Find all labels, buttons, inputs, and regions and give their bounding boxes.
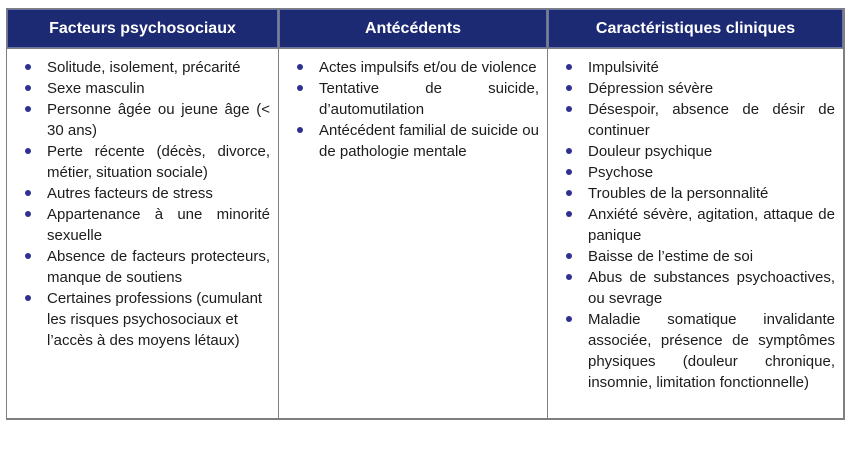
bullet-icon <box>25 211 31 217</box>
list-item-text: Appartenance à une minorité sexuelle <box>47 206 270 244</box>
list-item-text: Dépression sévère <box>588 80 714 97</box>
risk-factors-table <box>6 8 845 420</box>
bullet-list-antecedents <box>279 49 547 418</box>
list-item <box>279 120 539 162</box>
list-item-text: Baisse de l’estime de soi <box>588 248 754 265</box>
list-item-text: Absence de facteurs protecteurs, manque de soutiens <box>47 248 270 286</box>
bullet-icon <box>25 190 31 196</box>
bullet-icon <box>566 106 572 112</box>
list-item <box>7 78 270 99</box>
column-header-facteurs-psychosociaux: Facteurs psychosociaux <box>7 9 278 49</box>
list-item <box>548 78 835 99</box>
bullet-icon <box>566 253 572 259</box>
list-item <box>548 183 835 204</box>
column-antecedents <box>278 9 547 418</box>
list-item <box>548 162 835 183</box>
list-item-text: Personne âgée ou jeune âge (< 30 ans) <box>47 101 270 139</box>
list-item-text: Maladie somatique invalidante associée, présence de symptômes physiques (douleur chronique, insomnie, limitation fonctionnelle) <box>588 311 835 391</box>
list-item-text: Antécédent familial de suicide ou de pathologie mentale <box>319 122 539 160</box>
list-item-text: Actes impulsifs et/ou de violence <box>319 59 537 76</box>
bullet-icon <box>25 148 31 154</box>
list-item-text: Sexe masculin <box>47 80 145 97</box>
column-header-caracteristiques-cliniques: Caractéristiques cliniques <box>548 9 843 49</box>
column-header-antecedents: Antécédents <box>279 9 547 49</box>
list-item-text: Désespoir, absence de désir de continuer <box>588 101 835 139</box>
bullet-icon <box>566 169 572 175</box>
bullet-icon <box>25 295 31 301</box>
bullet-icon <box>566 64 572 70</box>
list-item-text: Solitude, isolement, précarité <box>47 59 241 76</box>
list-item <box>279 78 539 120</box>
list-item <box>7 246 270 288</box>
list-item-text: Psychose <box>588 164 654 181</box>
list-item <box>548 309 835 393</box>
bullet-icon <box>25 64 31 70</box>
bullet-list-facteurs-psychosociaux <box>7 49 278 418</box>
list-item <box>548 57 835 78</box>
bullet-icon <box>297 64 303 70</box>
list-item-text: Abus de substances psychoactives, ou sevrage <box>588 269 835 307</box>
bullet-icon <box>297 127 303 133</box>
list-item-text: Autres facteurs de stress <box>47 185 213 202</box>
list-item <box>548 204 835 246</box>
list-item <box>7 57 270 78</box>
list-item <box>7 141 270 183</box>
list-item-text: Tentative de suicide, d’automutilation <box>319 80 539 118</box>
bullet-icon <box>297 85 303 91</box>
list-item <box>279 57 539 78</box>
list-item-text: Perte récente (décès, divorce, métier, situation sociale) <box>47 143 270 181</box>
list-item-text: Troubles de la personnalité <box>588 185 769 202</box>
bullet-icon <box>566 211 572 217</box>
list-item <box>548 141 835 162</box>
bullet-icon <box>566 274 572 280</box>
list-item <box>7 99 270 141</box>
bullet-icon <box>566 85 572 91</box>
list-item <box>7 288 270 351</box>
list-item-text: Douleur psychique <box>588 143 713 160</box>
bullet-list-caracteristiques-cliniques <box>548 49 843 418</box>
list-item-text: Certaines professions (cumulant les risques psychosociaux et l’accès à des moyens létaux) <box>47 290 263 349</box>
bullet-icon <box>566 190 572 196</box>
bullet-icon <box>25 253 31 259</box>
bullet-icon <box>566 316 572 322</box>
list-item <box>7 183 270 204</box>
bullet-icon <box>25 85 31 91</box>
bullet-icon <box>566 148 572 154</box>
list-item-text: Impulsivité <box>588 59 659 76</box>
column-facteurs-psychosociaux <box>7 9 278 418</box>
list-item <box>548 246 835 267</box>
list-item <box>7 204 270 246</box>
column-caracteristiques-cliniques <box>547 9 843 418</box>
list-item-text: Anxiété sévère, agitation, attaque de panique <box>588 206 835 244</box>
bullet-icon <box>25 106 31 112</box>
list-item <box>548 267 835 309</box>
list-item <box>548 99 835 141</box>
